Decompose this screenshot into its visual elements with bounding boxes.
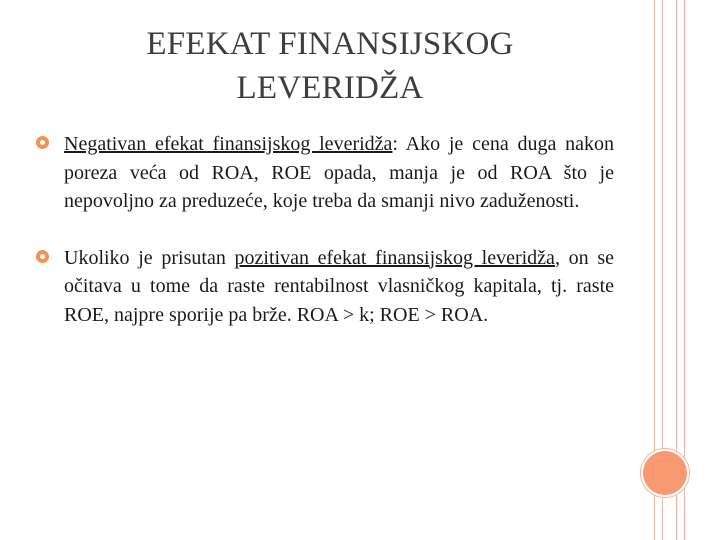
bullet-body-start: Ukoliko je prisutan bbox=[64, 246, 235, 269]
bullet-body: : Ako je cena duga nakon poreza veća od ROA, ROE opada, manja je od ROA što je nepovoljno za preduzeće, koje treba da smanji nivo zaduženosti. bbox=[64, 133, 615, 212]
underlined-term: Negativan efekat finansijskog leveridža bbox=[64, 133, 393, 155]
slide-title-line-2: LEVERIDŽA bbox=[236, 70, 424, 106]
slide-title-line-1: EFEKAT FINANSIJSKOG bbox=[146, 26, 514, 62]
bullet-icon bbox=[36, 136, 49, 149]
underlined-term: pozitivan efekat finansijskog leveridža bbox=[234, 246, 555, 269]
bullet-item-negative-effect bbox=[36, 130, 614, 216]
decorative-circle bbox=[641, 449, 689, 497]
bullet-text bbox=[64, 244, 614, 330]
bullet-icon bbox=[36, 250, 49, 263]
slide-title bbox=[60, 22, 600, 110]
bullet-body-end: , on se očitava u tome da raste rentabilnost vlasničkog kapitala, tj. raste ROE, najpre sporije pa brže. ROA > k; ROE > ROA. bbox=[64, 246, 614, 326]
bullet-item-positive-effect bbox=[36, 244, 614, 330]
bullet-list bbox=[36, 130, 614, 357]
bullet-text bbox=[64, 130, 614, 216]
